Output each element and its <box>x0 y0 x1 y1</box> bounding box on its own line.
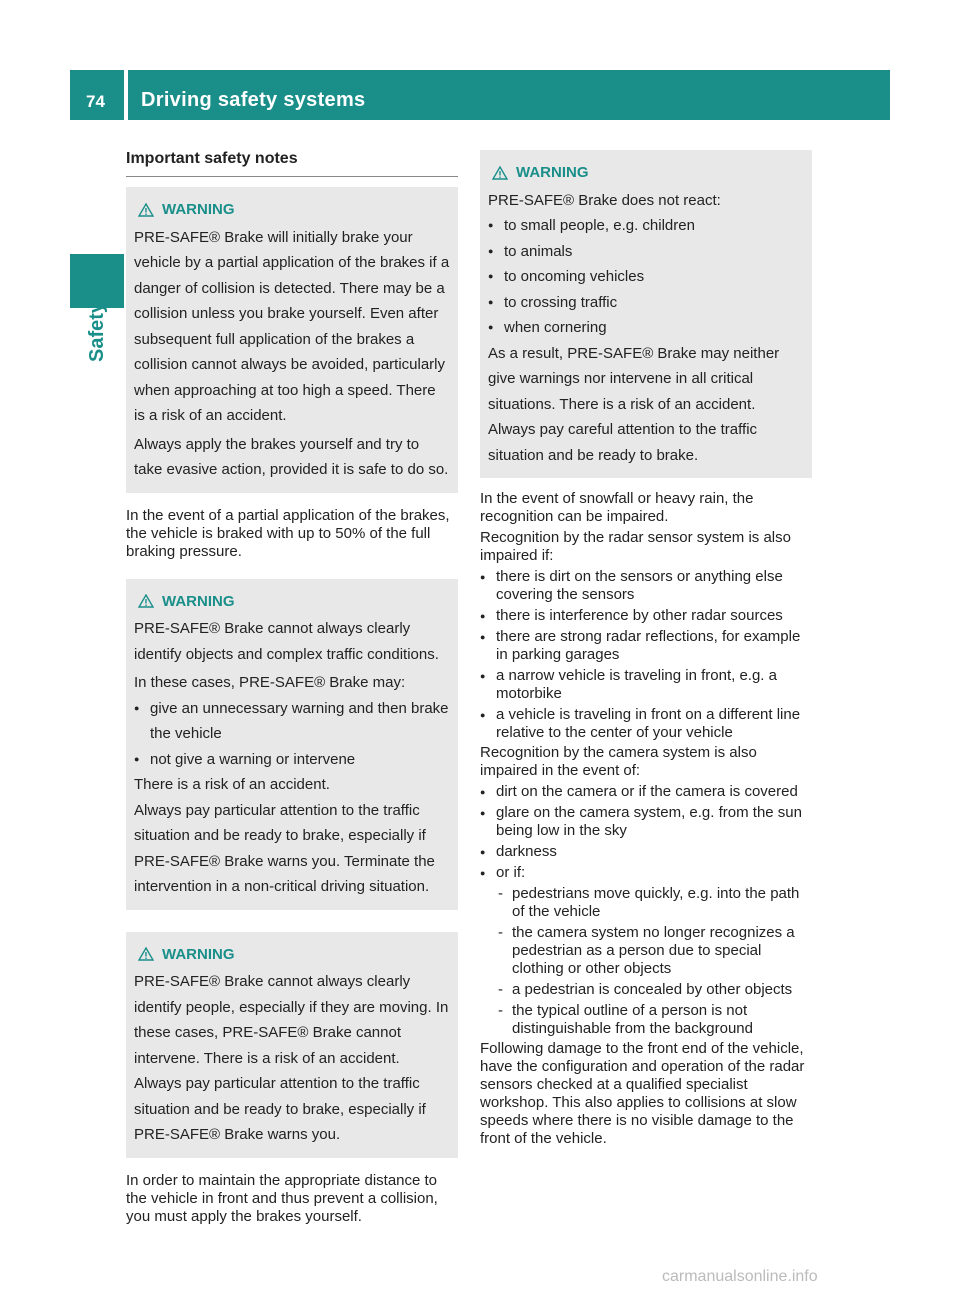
list-item: ● to oncoming vehicles <box>488 264 804 290</box>
warning-advice: Always apply the brakes yourself and try to take evasive action, provided it is safe to do so. <box>134 435 449 478</box>
warning-label: WARNING <box>162 592 235 610</box>
list-item: ● a narrow vehicle is traveling in front, e.g. a motorbike <box>480 667 812 703</box>
paragraph: In order to maintain the appropriate distance to the vehicle in front and thus prevent a collision, you must apply the brakes yourself. <box>126 1171 438 1225</box>
paragraph: Recognition by the camera system is also impaired in the event of: <box>480 744 757 779</box>
warning-list <box>488 213 804 341</box>
right-column <box>480 150 812 1148</box>
warning-heading <box>138 197 450 223</box>
list-item: ● a vehicle is traveling in front on a different line relative to the center of your vehicle <box>480 706 812 742</box>
list-item: ● there is dirt on the sensors or anything else covering the sensors <box>480 568 812 604</box>
watermark: carmanualsonline.info <box>662 1268 818 1285</box>
warning-triangle-icon <box>138 203 154 217</box>
warning-heading <box>138 589 450 615</box>
warning-label: WARNING <box>516 164 589 181</box>
radar-list <box>480 568 812 742</box>
warning-advice: Always pay particular attention to the traffic situation and be ready to brake, especially if PRE-SAFE® Brake warns you. Terminate the intervention in a non-critical driving situation. <box>134 801 435 895</box>
paragraph: Following damage to the front end of the vehicle, have the configuration and operation of the radar sensors checked at a qualified specialist workshop. This also applies to collisions at slow speeds where there is no visible damage to the front of the vehicle. <box>480 1040 805 1147</box>
warning-box-1 <box>126 187 458 493</box>
warning-text: PRE-SAFE® Brake cannot always clearly identify objects and complex traffic conditions. <box>134 620 439 663</box>
warning-triangle-icon <box>138 594 154 608</box>
warning-box-4 <box>480 150 812 478</box>
list-item: ● there is interference by other radar sources <box>480 607 812 625</box>
list-item: ● when cornering <box>488 315 804 341</box>
side-section-label: Safety <box>86 301 108 362</box>
list-item: ● dirt on the camera or if the camera is covered <box>480 783 812 801</box>
right-body <box>480 490 812 1148</box>
warning-box-3 <box>126 932 458 1158</box>
sub-list-item: - pedestrians move quickly, e.g. into the path of the vehicle <box>496 885 812 921</box>
warning-text: As a result, PRE-SAFE® Brake may neither give warnings nor intervene in all critical situations. There is a risk of an accident. <box>488 344 780 413</box>
warning-label: WARNING <box>162 201 235 218</box>
list-item: ● to small people, e.g. children <box>488 213 804 239</box>
page-number: 74 <box>86 92 105 111</box>
warning-box-2 <box>126 579 458 910</box>
paragraph: Recognition by the radar sensor system is also impaired if: <box>480 529 791 564</box>
list-item: ● darkness <box>480 843 812 861</box>
warning-heading <box>492 160 804 186</box>
warning-triangle-icon <box>492 166 508 180</box>
left-column <box>126 150 458 1226</box>
list-item: ● glare on the camera system, e.g. from the sun being low in the sky <box>480 804 812 840</box>
list-item: ● to animals <box>488 239 804 265</box>
sub-list-item: - the camera system no longer recognizes a pedestrian as a person due to special clothing or other objects <box>496 924 812 978</box>
list-item: ● to crossing traffic <box>488 290 804 316</box>
camera-list <box>480 783 812 882</box>
list-item: ● or if: <box>480 864 812 882</box>
warning-list <box>134 696 450 773</box>
warning-label: WARNING <box>162 945 235 963</box>
list-item: ● not give a warning or intervene <box>134 747 450 773</box>
warning-heading <box>138 942 450 968</box>
paragraph: In the event of snowfall or heavy rain, the recognition can be impaired. <box>480 490 754 525</box>
warning-text: PRE-SAFE® Brake will initially brake your vehicle by a partial application of the brakes if a danger of collision is detected. There may be a collision unless you brake yourself. Even after subsequent full application of the brakes a collision cannot always be avoided, particularly when approaching at too high a speed. There is a risk of an accident. <box>134 228 450 424</box>
section-title: Important safety notes <box>126 150 458 177</box>
warning-text: PRE-SAFE® Brake does not react: <box>488 191 721 209</box>
sub-list-item: - a pedestrian is concealed by other objects <box>496 981 812 999</box>
list-item: ● give an unnecessary warning and then brake the vehicle <box>134 696 450 747</box>
camera-sub-list <box>496 885 812 1038</box>
warning-text: In these cases, PRE-SAFE® Brake may: <box>134 674 406 691</box>
sub-list-item: - the typical outline of a person is not distinguishable from the background <box>496 1002 812 1038</box>
list-item: ● there are strong radar reflections, for example in parking garages <box>480 628 812 664</box>
side-tab-marker <box>70 254 124 308</box>
warning-advice: Always pay particular attention to the traffic situation and be ready to brake, especially if PRE-SAFE® Brake warns you. <box>134 1075 426 1143</box>
warning-advice: Always pay careful attention to the traffic situation and be ready to brake. <box>488 421 758 464</box>
warning-text: PRE-SAFE® Brake cannot always clearly identify people, especially if they are moving. In these cases, PRE-SAFE® Brake cannot intervene. There is a risk of an accident. <box>134 973 449 1067</box>
warning-triangle-icon <box>138 947 154 961</box>
chapter-title: Driving safety systems <box>141 89 366 111</box>
warning-text: There is a risk of an accident. <box>134 776 330 793</box>
paragraph: In the event of a partial application of the brakes, the vehicle is braked with up to 50% of the full braking pressure. <box>126 506 450 560</box>
